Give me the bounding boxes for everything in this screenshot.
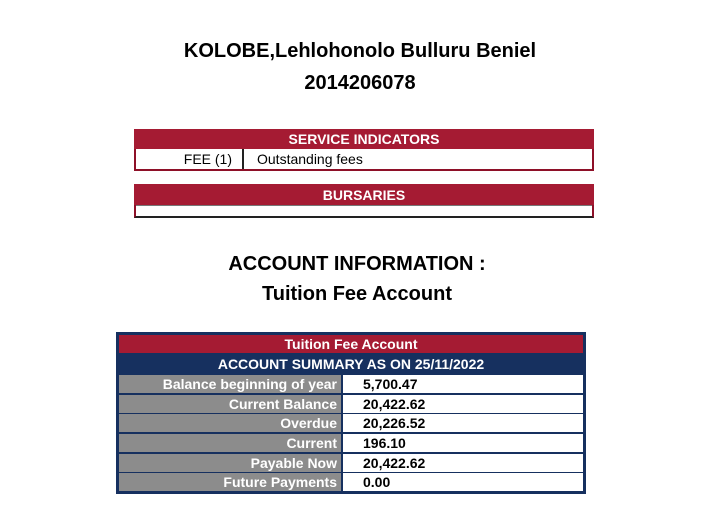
table-row [119, 414, 583, 432]
service-indicators-header: SERVICE INDICATORS [134, 129, 594, 149]
row-value: 0.00 [343, 473, 583, 491]
table-row [119, 454, 583, 472]
account-information-title: ACCOUNT INFORMATION : [228, 253, 486, 275]
bursaries-divider [136, 205, 592, 206]
table-row [119, 434, 583, 452]
account-summary-heading: ACCOUNT SUMMARY AS ON 25/11/2022 [119, 354, 583, 374]
row-value: 20,422.62 [343, 454, 583, 472]
bursaries-header: BURSARIES [134, 184, 594, 205]
student-name: KOLOBE,Lehlohonolo Bulluru Beniel [183, 40, 537, 62]
row-label: Payable Now [119, 454, 341, 472]
table-row [119, 473, 583, 491]
account-summary-rows [119, 375, 583, 493]
row-label: Balance beginning of year [119, 375, 341, 393]
account-information-subtitle: Tuition Fee Account [262, 283, 452, 305]
row-value: 196.10 [343, 434, 583, 452]
row-value: 20,226.52 [343, 414, 583, 432]
row-value: 20,422.62 [343, 395, 583, 413]
row-label: Future Payments [119, 473, 341, 491]
student-number: 2014206078 [304, 72, 416, 94]
row-value: 5,700.47 [343, 375, 583, 393]
service-indicator-code: FEE (1) [136, 149, 244, 169]
table-row [119, 395, 583, 413]
row-label: Overdue [119, 414, 341, 432]
table-row [119, 375, 583, 393]
row-label: Current Balance [119, 395, 341, 413]
service-indicator-description: Outstanding fees [257, 151, 363, 167]
row-label: Current [119, 434, 341, 452]
account-summary-table-title: Tuition Fee Account [119, 335, 583, 353]
service-indicator-row [136, 149, 592, 169]
